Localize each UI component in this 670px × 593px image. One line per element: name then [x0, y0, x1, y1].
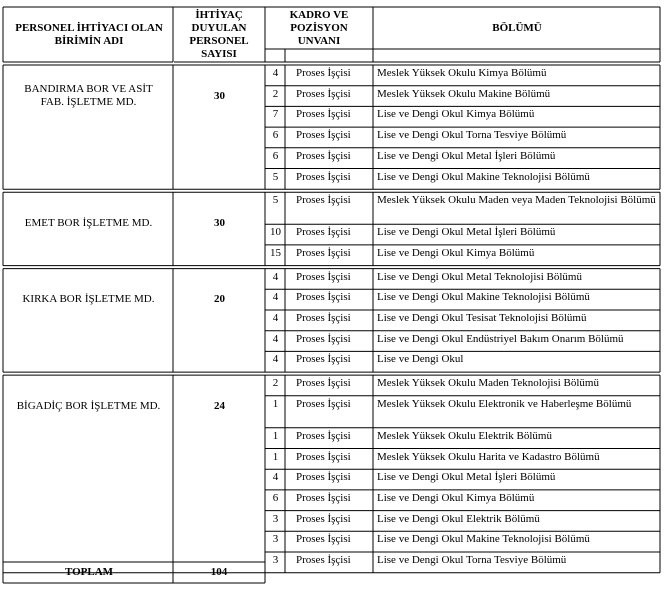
row-count: 4 — [272, 67, 279, 79]
row-position: Proses İşçisi — [296, 226, 351, 239]
row-count: 4 — [272, 312, 279, 324]
row-count: 4 — [272, 353, 279, 366]
row-department: Lise ve Dengi Okul Kimya Bölümü — [377, 246, 535, 259]
total-value: 104 — [210, 566, 228, 578]
row-position: Proses İşçisi — [296, 108, 351, 121]
unit-name: KIRKA BOR İŞLETME MD. — [22, 293, 155, 306]
row-position: Proses İşçisi — [296, 554, 351, 566]
row-position: Proses İşçisi — [296, 87, 351, 100]
row-count: 4 — [272, 291, 279, 304]
row-department: Lise ve Dengi Okul Metal İşleri Bölümü — [377, 471, 556, 484]
row-department: Lise ve Dengi Okul Endüstriyel Bakım Onarım Bölümü — [377, 332, 624, 345]
row-count: 10 — [270, 226, 281, 239]
row-department: Lise ve Dengi Okul Torna Tesviye Bölümü — [377, 129, 567, 142]
row-department: Lise ve Dengi Okul Makine Teknolojisi Bölümü — [377, 291, 590, 304]
row-position: Proses İşçisi — [296, 270, 351, 283]
row-position: Proses İşçisi — [296, 377, 351, 390]
row-position: Proses İşçisi — [296, 194, 351, 207]
row-count: 6 — [272, 129, 279, 142]
row-department: Lise ve Dengi Okul Kimya Bölümü — [377, 108, 535, 121]
row-department: Meslek Yüksek Okulu Kimya Bölümü — [377, 67, 547, 79]
row-position: Proses İşçisi — [296, 429, 351, 442]
row-department: Meslek Yüksek Okulu Elektronik ve Haberleşme Bölümü — [377, 397, 632, 410]
row-count: 1 — [272, 397, 279, 410]
row-department: Lise ve Dengi Okul Metal Teknolojisi Bölümü — [377, 270, 582, 283]
unit-personnel-count: 20 — [214, 293, 225, 306]
row-department: Lise ve Dengi Okul Kimya Bölümü — [377, 491, 535, 504]
row-count: 5 — [272, 194, 279, 207]
row-position: Proses İşçisi — [296, 291, 351, 304]
row-position: Proses İşçisi — [296, 67, 351, 79]
row-position: Proses İşçisi — [296, 397, 351, 410]
row-count: 3 — [272, 554, 279, 566]
unit-personnel-count: 24 — [214, 399, 225, 412]
row-department: Meslek Yüksek Okulu Maden veya Maden Teknolojisi Bölümü — [377, 194, 656, 207]
row-position: Proses İşçisi — [296, 149, 351, 162]
row-count: 5 — [272, 170, 279, 183]
total-label: TOPLAM — [64, 566, 114, 578]
row-count: 4 — [272, 270, 279, 283]
row-count: 15 — [270, 246, 281, 259]
row-department: Meslek Yüksek Okulu Harita ve Kadastro Bölümü — [377, 450, 600, 463]
header-count: İHTİYAÇ DUYULAN PERSONEL SAYISI — [189, 9, 249, 60]
row-department: Lise ve Dengi Okul Metal İşleri Bölümü — [377, 226, 556, 239]
row-count: 2 — [272, 87, 279, 100]
row-count: 3 — [272, 512, 279, 525]
row-count: 4 — [272, 471, 279, 484]
row-department: Lise ve Dengi Okul Makine Teknolojisi Bölümü — [377, 170, 590, 183]
row-position: Proses İşçisi — [296, 246, 351, 259]
unit-personnel-count: 30 — [214, 216, 225, 229]
row-count: 4 — [272, 332, 279, 345]
row-count: 7 — [272, 108, 279, 121]
row-position: Proses İşçisi — [296, 533, 351, 546]
row-count: 6 — [272, 149, 279, 162]
row-position: Proses İşçisi — [296, 471, 351, 484]
row-count: 1 — [272, 450, 279, 463]
row-department: Lise ve Dengi Okul Torna Tesviye Bölümü — [377, 554, 567, 566]
row-department: Lise ve Dengi Okul Metal İşleri Bölümü — [377, 149, 556, 162]
row-department: Lise ve Dengi Okul Makine Teknolojisi Bölümü — [377, 533, 590, 546]
row-position: Proses İşçisi — [296, 312, 351, 324]
row-department: Lise ve Dengi Okul Elektrik Bölümü — [377, 512, 540, 525]
row-position: Proses İşçisi — [296, 512, 351, 525]
row-position: Proses İşçisi — [296, 353, 351, 366]
header-department: BÖLÜMÜ — [492, 21, 542, 34]
row-count: 6 — [272, 491, 279, 504]
unit-name: BİGADİÇ BOR İŞLETME MD. — [16, 399, 161, 412]
unit-personnel-count: 30 — [214, 89, 225, 102]
unit-name: EMET BOR İŞLETME MD. — [24, 216, 153, 229]
header-unit: PERSONEL İHTİYACI OLAN BİRİMİN ADI — [15, 22, 163, 47]
row-count: 1 — [272, 429, 279, 442]
unit-name: BANDIRMA BOR VE ASİT FAB. İŞLETME MD. — [24, 83, 153, 108]
row-position: Proses İşçisi — [296, 129, 351, 142]
row-position: Proses İşçisi — [296, 491, 351, 504]
header-position: KADRO VE POZİSYON UNVANI — [289, 8, 349, 47]
row-department: Lise ve Dengi Okul — [377, 353, 464, 366]
row-department: Meslek Yüksek Okulu Elektrik Bölümü — [377, 429, 552, 442]
row-count: 2 — [272, 377, 279, 390]
row-position: Proses İşçisi — [296, 450, 351, 463]
row-department: Meslek Yüksek Okulu Makine Bölümü — [377, 87, 551, 100]
row-position: Proses İşçisi — [296, 170, 351, 183]
row-department: Lise ve Dengi Okul Tesisat Teknolojisi Bölümü — [377, 312, 587, 324]
row-position: Proses İşçisi — [296, 332, 351, 345]
row-department: Meslek Yüksek Okulu Maden Teknolojisi Bölümü — [377, 377, 599, 390]
row-count: 3 — [272, 533, 279, 546]
